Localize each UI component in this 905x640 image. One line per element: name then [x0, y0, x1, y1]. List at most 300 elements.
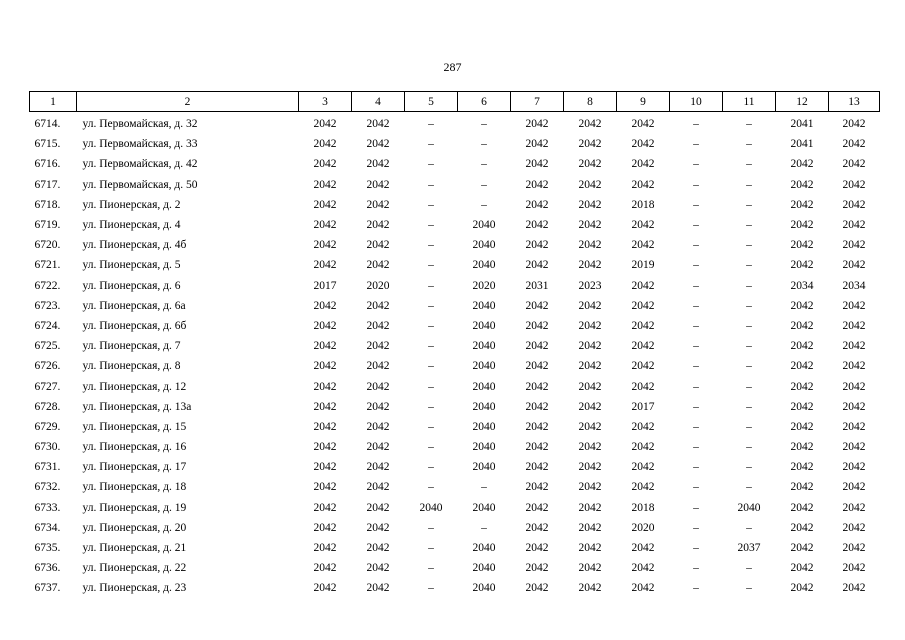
year-cell: 2042	[790, 198, 814, 211]
column-header: 6	[458, 92, 511, 112]
year-cell: 2042	[842, 441, 866, 454]
year-cell: 2042	[842, 360, 866, 373]
year-cell: 2042	[525, 501, 549, 514]
year-cell: 2042	[313, 420, 337, 433]
table-row	[30, 215, 880, 235]
year-cell: 2042	[578, 340, 602, 353]
year-cell: 2042	[631, 158, 655, 171]
year-cell: 2042	[525, 461, 549, 474]
year-cell: –	[428, 461, 434, 474]
year-cell: 2042	[366, 400, 390, 413]
year-cell: –	[428, 279, 434, 292]
year-cell: 2042	[313, 461, 337, 474]
year-cell: –	[746, 400, 752, 413]
year-cell: 2042	[631, 178, 655, 191]
year-cell: –	[428, 138, 434, 151]
year-cell: 2042	[578, 360, 602, 373]
year-cell: 2040	[472, 400, 496, 413]
year-cell: 2042	[525, 340, 549, 353]
year-cell: 2042	[313, 562, 337, 575]
year-cell: –	[428, 198, 434, 211]
year-cell: 2042	[525, 219, 549, 232]
year-cell: 2042	[525, 562, 549, 575]
year-cell: –	[693, 340, 699, 353]
row-number: 6716.	[34, 158, 61, 171]
year-cell: 2042	[366, 420, 390, 433]
table-row	[30, 255, 880, 275]
year-cell: –	[481, 178, 487, 191]
year-cell: 2040	[472, 360, 496, 373]
year-cell: 2040	[472, 380, 496, 393]
row-number: 6736.	[34, 562, 61, 575]
row-number: 6731.	[34, 461, 61, 474]
year-cell: –	[693, 239, 699, 252]
address-cell: ул. Пионерская, д. 15	[82, 420, 187, 433]
year-cell: –	[693, 441, 699, 454]
address-cell: ул. Пионерская, д. 2	[82, 198, 181, 211]
year-cell: 2042	[790, 481, 814, 494]
year-cell: 2042	[313, 178, 337, 191]
year-cell: 2040	[472, 219, 496, 232]
year-cell: 2042	[525, 118, 549, 131]
year-cell: 2042	[842, 138, 866, 151]
table-row	[30, 518, 880, 538]
address-cell: ул. Первомайская, д. 33	[82, 138, 198, 151]
address-cell: ул. Пионерская, д. 16	[82, 441, 187, 454]
year-cell: –	[428, 521, 434, 534]
year-cell: 2042	[631, 420, 655, 433]
table-row	[30, 235, 880, 255]
year-cell: 2042	[313, 198, 337, 211]
year-cell: –	[693, 158, 699, 171]
address-cell: ул. Пионерская, д. 21	[82, 542, 187, 555]
year-cell: 2042	[313, 319, 337, 332]
year-cell: –	[693, 400, 699, 413]
address-cell: ул. Первомайская, д. 32	[82, 118, 198, 131]
year-cell: 2042	[631, 360, 655, 373]
year-cell: 2042	[790, 380, 814, 393]
year-cell: 2042	[578, 299, 602, 312]
table-row	[30, 316, 880, 336]
year-cell: 2042	[842, 299, 866, 312]
year-cell: 2042	[525, 400, 549, 413]
year-cell: 2042	[842, 501, 866, 514]
year-cell: 2042	[842, 158, 866, 171]
year-cell: 2042	[313, 158, 337, 171]
year-cell: 2042	[313, 138, 337, 151]
year-cell: 2042	[366, 542, 390, 555]
year-cell: 2042	[313, 441, 337, 454]
year-cell: –	[746, 219, 752, 232]
year-cell: –	[746, 239, 752, 252]
year-cell: 2042	[842, 461, 866, 474]
year-cell: 2042	[313, 521, 337, 534]
year-cell: 2042	[790, 319, 814, 332]
year-cell: 2042	[631, 299, 655, 312]
year-cell: 2042	[790, 259, 814, 272]
year-cell: 2034	[842, 279, 866, 292]
year-cell: 2042	[366, 219, 390, 232]
row-number: 6734.	[34, 521, 61, 534]
table-row	[30, 417, 880, 437]
year-cell: 2042	[313, 360, 337, 373]
year-cell: –	[693, 219, 699, 232]
row-number: 6728.	[34, 400, 61, 413]
year-cell: –	[693, 299, 699, 312]
year-cell: –	[428, 219, 434, 232]
year-cell: –	[693, 461, 699, 474]
year-cell: –	[693, 380, 699, 393]
year-cell: 2042	[790, 239, 814, 252]
row-number: 6719.	[34, 219, 61, 232]
year-cell: 2042	[631, 562, 655, 575]
column-header: 8	[564, 92, 617, 112]
table-row	[30, 578, 880, 598]
year-cell: 2040	[472, 582, 496, 595]
year-cell: 2042	[842, 198, 866, 211]
year-cell: 2042	[631, 380, 655, 393]
year-cell: 2042	[578, 562, 602, 575]
year-cell: 2042	[631, 319, 655, 332]
year-cell: –	[746, 299, 752, 312]
year-cell: 2020	[472, 279, 496, 292]
row-number: 6721.	[34, 259, 61, 272]
column-header: 11	[723, 92, 776, 112]
year-cell: 2040	[472, 340, 496, 353]
year-cell: –	[693, 562, 699, 575]
year-cell: 2040	[472, 501, 496, 514]
year-cell: 2042	[366, 299, 390, 312]
year-cell: 2041	[790, 138, 814, 151]
year-cell: 2018	[631, 501, 655, 514]
row-number: 6730.	[34, 441, 61, 454]
year-cell: 2042	[578, 259, 602, 272]
column-header: 5	[405, 92, 458, 112]
year-cell: 2040	[472, 441, 496, 454]
year-cell: –	[746, 279, 752, 292]
year-cell: –	[693, 420, 699, 433]
year-cell: 2040	[472, 461, 496, 474]
year-cell: 2042	[313, 542, 337, 555]
address-cell: ул. Первомайская, д. 50	[82, 178, 198, 191]
year-cell: –	[428, 158, 434, 171]
year-cell: 2042	[790, 521, 814, 534]
address-cell: ул. Пионерская, д. 4	[82, 219, 181, 232]
row-number: 6735.	[34, 542, 61, 555]
year-cell: –	[693, 521, 699, 534]
year-cell: 2017	[313, 279, 337, 292]
year-cell: –	[693, 360, 699, 373]
year-cell: –	[481, 158, 487, 171]
year-cell: 2042	[525, 582, 549, 595]
year-cell: 2042	[525, 542, 549, 555]
year-cell: 2040	[472, 562, 496, 575]
year-cell: –	[746, 178, 752, 191]
table-row	[30, 477, 880, 497]
year-cell: –	[746, 461, 752, 474]
year-cell: 2042	[631, 582, 655, 595]
year-cell: 2037	[737, 542, 761, 555]
year-cell: 2042	[842, 118, 866, 131]
year-cell: 2042	[578, 158, 602, 171]
year-cell: 2042	[366, 239, 390, 252]
year-cell: –	[746, 259, 752, 272]
year-cell: –	[428, 259, 434, 272]
year-cell: 2042	[578, 542, 602, 555]
year-cell: –	[428, 400, 434, 413]
year-cell: 2019	[631, 259, 655, 272]
year-cell: 2018	[631, 198, 655, 211]
row-number: 6724.	[34, 319, 61, 332]
year-cell: 2042	[525, 299, 549, 312]
year-cell: 2042	[313, 239, 337, 252]
year-cell: 2042	[366, 521, 390, 534]
year-cell: 2042	[525, 441, 549, 454]
table-row	[30, 356, 880, 376]
year-cell: –	[428, 542, 434, 555]
address-cell: ул. Первомайская, д. 42	[82, 158, 198, 171]
year-cell: 2041	[790, 118, 814, 131]
year-cell: –	[746, 521, 752, 534]
year-cell: –	[428, 340, 434, 353]
year-cell: –	[746, 118, 752, 131]
year-cell: 2042	[631, 481, 655, 494]
year-cell: 2042	[525, 360, 549, 373]
year-cell: –	[693, 138, 699, 151]
year-cell: –	[428, 118, 434, 131]
year-cell: –	[428, 319, 434, 332]
column-header: 10	[670, 92, 723, 112]
year-cell: –	[746, 380, 752, 393]
column-header: 13	[829, 92, 880, 112]
address-cell: ул. Пионерская, д. 6	[82, 279, 181, 292]
table-body	[30, 112, 880, 599]
address-cell: ул. Пионерская, д. 19	[82, 501, 187, 514]
year-cell: –	[746, 562, 752, 575]
table-row	[30, 134, 880, 154]
year-cell: 2020	[366, 279, 390, 292]
year-cell: 2042	[525, 521, 549, 534]
year-cell: 2042	[790, 562, 814, 575]
address-cell: ул. Пионерская, д. 22	[82, 562, 187, 575]
row-number: 6726.	[34, 360, 61, 373]
row-number: 6723.	[34, 299, 61, 312]
year-cell: 2042	[842, 521, 866, 534]
year-cell: –	[693, 481, 699, 494]
year-cell: 2042	[631, 138, 655, 151]
year-cell: –	[428, 299, 434, 312]
year-cell: 2042	[366, 562, 390, 575]
year-cell: –	[693, 178, 699, 191]
year-cell: –	[428, 360, 434, 373]
address-cell: ул. Пионерская, д. 23	[82, 582, 187, 595]
address-cell: ул. Пионерская, д. 8	[82, 360, 181, 373]
row-number: 6729.	[34, 420, 61, 433]
address-cell: ул. Пионерская, д. 18	[82, 481, 187, 494]
year-cell: 2042	[366, 118, 390, 131]
year-cell: 2042	[525, 319, 549, 332]
year-cell: –	[746, 441, 752, 454]
row-number: 6714.	[34, 118, 61, 131]
year-cell: 2042	[525, 259, 549, 272]
year-cell: 2042	[631, 441, 655, 454]
table-row	[30, 296, 880, 316]
year-cell: 2042	[842, 481, 866, 494]
year-cell: 2042	[790, 340, 814, 353]
table-row	[30, 498, 880, 518]
year-cell: 2042	[842, 400, 866, 413]
year-cell: 2042	[842, 562, 866, 575]
year-cell: –	[693, 279, 699, 292]
row-number: 6733.	[34, 501, 61, 514]
year-cell: 2042	[313, 299, 337, 312]
year-cell: 2042	[525, 138, 549, 151]
year-cell: 2042	[631, 279, 655, 292]
year-cell: 2042	[366, 259, 390, 272]
table-row	[30, 397, 880, 417]
table-row	[30, 437, 880, 457]
year-cell: –	[428, 481, 434, 494]
year-cell: 2042	[842, 319, 866, 332]
year-cell: 2042	[842, 178, 866, 191]
year-cell: –	[428, 582, 434, 595]
year-cell: 2042	[578, 118, 602, 131]
address-cell: ул. Пионерская, д. 4б	[82, 239, 187, 252]
year-cell: 2042	[842, 380, 866, 393]
row-number: 6718.	[34, 198, 61, 211]
year-cell: 2042	[313, 259, 337, 272]
year-cell: –	[746, 582, 752, 595]
year-cell: 2042	[790, 219, 814, 232]
year-cell: –	[428, 178, 434, 191]
year-cell: 2042	[631, 219, 655, 232]
year-cell: 2042	[578, 481, 602, 494]
year-cell: 2042	[313, 481, 337, 494]
year-cell: –	[746, 138, 752, 151]
year-cell: 2042	[366, 178, 390, 191]
year-cell: 2042	[631, 542, 655, 555]
year-cell: 2042	[790, 582, 814, 595]
year-cell: –	[693, 582, 699, 595]
column-header: 7	[511, 92, 564, 112]
year-cell: 2042	[525, 198, 549, 211]
table-row	[30, 154, 880, 174]
page-number: 287	[443, 60, 462, 74]
year-cell: 2042	[366, 138, 390, 151]
year-cell: 2040	[737, 501, 761, 514]
year-cell: –	[746, 198, 752, 211]
year-cell: 2023	[578, 279, 602, 292]
year-cell: 2042	[790, 501, 814, 514]
year-cell: 2042	[578, 198, 602, 211]
year-cell: 2042	[578, 501, 602, 514]
year-cell: 2042	[790, 542, 814, 555]
year-cell: –	[428, 239, 434, 252]
year-cell: 2042	[790, 461, 814, 474]
address-cell: ул. Пионерская, д. 5	[82, 259, 181, 272]
year-cell: 2042	[790, 420, 814, 433]
year-cell: 2042	[578, 178, 602, 191]
table-row	[30, 376, 880, 396]
year-cell: 2042	[790, 158, 814, 171]
year-cell: 2042	[525, 380, 549, 393]
year-cell: 2042	[313, 118, 337, 131]
year-cell: 2042	[578, 219, 602, 232]
year-cell: –	[428, 562, 434, 575]
year-cell: –	[693, 118, 699, 131]
year-cell: 2042	[313, 340, 337, 353]
year-cell: 2042	[313, 400, 337, 413]
year-cell: 2042	[578, 441, 602, 454]
year-cell: 2042	[578, 138, 602, 151]
table-row	[30, 175, 880, 195]
address-cell: ул. Пионерская, д. 20	[82, 521, 187, 534]
year-cell: 2042	[842, 219, 866, 232]
year-cell: 2042	[842, 239, 866, 252]
table-row	[30, 112, 880, 135]
column-header: 4	[352, 92, 405, 112]
address-cell: ул. Пионерская, д. 12	[82, 380, 187, 393]
year-cell: 2042	[366, 360, 390, 373]
year-cell: 2042	[313, 501, 337, 514]
year-cell: 2040	[472, 259, 496, 272]
year-cell: –	[693, 319, 699, 332]
year-cell: 2042	[631, 461, 655, 474]
year-cell: 2034	[790, 279, 814, 292]
year-cell: 2042	[366, 340, 390, 353]
year-cell: –	[481, 118, 487, 131]
year-cell: –	[481, 138, 487, 151]
year-cell: 2042	[525, 178, 549, 191]
year-cell: 2040	[472, 239, 496, 252]
row-number: 6722.	[34, 279, 61, 292]
year-cell: 2042	[366, 158, 390, 171]
year-cell: –	[428, 420, 434, 433]
year-cell: –	[746, 420, 752, 433]
year-cell: 2042	[578, 461, 602, 474]
year-cell: 2042	[525, 158, 549, 171]
year-cell: –	[746, 319, 752, 332]
year-cell: –	[693, 259, 699, 272]
table-row	[30, 276, 880, 296]
address-cell: ул. Пионерская, д. 7	[82, 340, 181, 353]
year-cell: 2020	[631, 521, 655, 534]
year-cell: 2042	[790, 299, 814, 312]
year-cell: 2040	[472, 542, 496, 555]
year-cell: 2040	[472, 420, 496, 433]
year-cell: 2042	[578, 521, 602, 534]
year-cell: 2042	[842, 542, 866, 555]
year-cell: –	[481, 198, 487, 211]
year-cell: 2042	[790, 360, 814, 373]
table-row	[30, 336, 880, 356]
year-cell: –	[693, 198, 699, 211]
row-number: 6725.	[34, 340, 61, 353]
row-number: 6717.	[34, 178, 61, 191]
year-cell: 2042	[578, 582, 602, 595]
column-header: 3	[299, 92, 352, 112]
year-cell: 2042	[525, 239, 549, 252]
year-cell: 2042	[366, 319, 390, 332]
header-row	[30, 92, 880, 112]
address-cell: ул. Пионерская, д. 6а	[82, 299, 186, 312]
row-number: 6732.	[34, 481, 61, 494]
year-cell: 2042	[631, 340, 655, 353]
year-cell: –	[481, 481, 487, 494]
year-cell: –	[746, 360, 752, 373]
year-cell: 2040	[472, 299, 496, 312]
year-cell: 2042	[366, 582, 390, 595]
